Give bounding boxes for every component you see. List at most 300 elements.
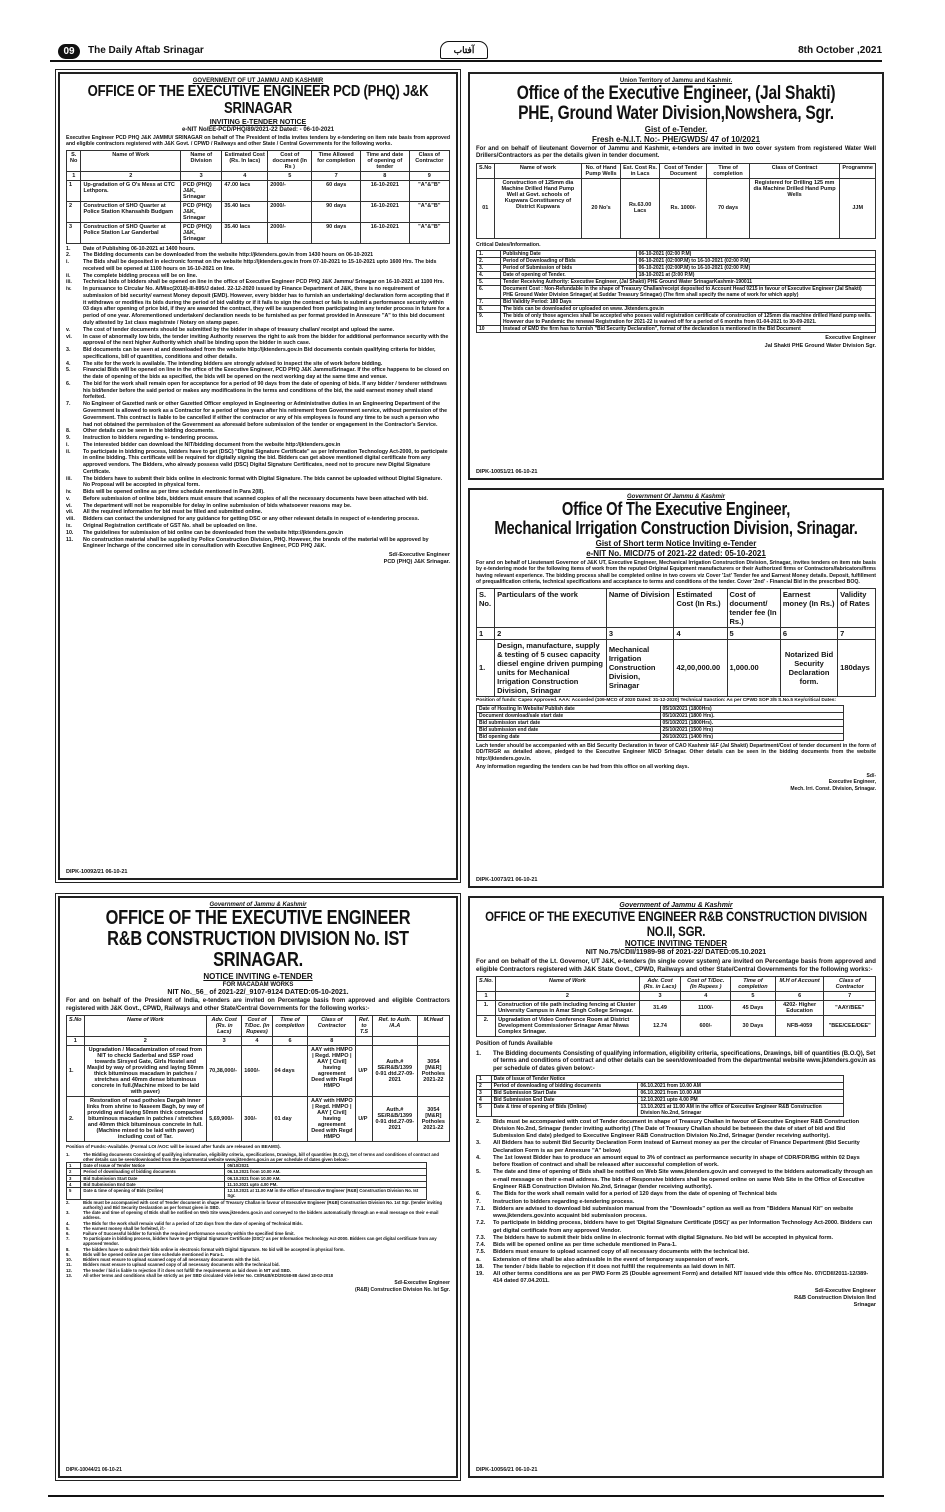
cell: 1100/-	[681, 1001, 731, 1016]
cell: 1	[67, 180, 81, 201]
th: M.Head	[417, 1016, 449, 1037]
cell: 4	[242, 1037, 272, 1046]
issue-date: 8th October ,2021	[798, 45, 882, 56]
cell: 4	[222, 171, 268, 180]
ad1-table	[66, 150, 450, 244]
th: Adv. Cost (Rs. in Lacs)	[207, 1016, 242, 1037]
cell: Construction of tile path including fencing at Cluster University Campus in Amar Singh College Srinagar.	[496, 1001, 640, 1016]
table-row	[477, 719, 844, 726]
cell: 6.	[477, 286, 501, 299]
cond-num: 4.	[476, 1154, 481, 1161]
cell: 12.10.2021 upto 4.00 PM	[638, 1096, 844, 1103]
cell: Bid opening date	[477, 733, 661, 740]
cond-num: 3.	[476, 1140, 481, 1147]
table-header	[67, 150, 450, 171]
cell: 5,69,900/-	[207, 1097, 242, 1142]
cond-text: Instruction to bidders regarding e- tendering process.	[83, 435, 219, 442]
cell: Date & time of opening of Bids (Online)	[81, 1188, 225, 1199]
cond-text: All Bidders has to submit Bid Security Declaration Form instead of Earnest money as per the circular of Finance Department (Bid Security Declaration Form is as per Annexure "A" below)	[493, 1140, 860, 1154]
table-row	[67, 222, 450, 243]
cell: 2.	[67, 1097, 85, 1142]
cond-item	[476, 1235, 876, 1242]
cell: 16-10-2021	[361, 222, 410, 243]
th: S.No	[477, 163, 495, 178]
cell: 3	[67, 1175, 81, 1181]
cond-text: The bid for the work shall remain open for acceptance for a period of 90 days from the date of opening of bids. If any bidder / tenderer withdraws his bid/tender before the said period or makes any modifications in the terms and conditions of the bid, the said earnest money shall stand forfeited.	[83, 380, 447, 401]
cell: Instead of EMD the firm has to furnish "Bid Security Declaration", format of the declaration is mentioned in the Bid Document	[500, 326, 875, 333]
cell: 2	[477, 1082, 492, 1089]
cell: Construction of SHO Quarter at Police Station Lar Ganderbal	[81, 222, 181, 243]
cell: 2000/-	[268, 201, 312, 222]
cond-num: 8.	[66, 428, 71, 435]
cond-text: Bid documents can be seen at and downloaded from the website http://jktenders.gov.in Bid documents contain qualifying criteria for bidder, specifications, bill of quantities, conditions and other details.	[83, 347, 436, 360]
cell: Rs. 1000/-	[660, 178, 707, 238]
cell: 2	[67, 1169, 81, 1175]
cond-item	[66, 1200, 450, 1210]
cell: 1	[477, 627, 495, 639]
cond-item	[66, 516, 450, 523]
cell: 6	[775, 992, 824, 1001]
table-row	[67, 1097, 450, 1142]
cond-text: Bidders must ensure to upload scanned copy of all necessary documents with the technical bid.	[493, 1249, 750, 1256]
cell: 18-10-2021 at (3:00 P.M)	[636, 272, 875, 279]
table-row	[67, 171, 450, 180]
cell: 70,38,000/-	[207, 1046, 242, 1097]
cond-num: 19.	[476, 1271, 484, 1278]
ad5-position: Position of funds Available	[476, 1041, 553, 1048]
ad-pcd-phq	[58, 72, 458, 880]
cell: 05/10/2021	[225, 1163, 427, 1169]
cond-text: The complete bidding process will be on line.	[83, 272, 198, 279]
cond-num: 4.	[66, 1220, 70, 1226]
cond-num: 6.	[66, 1231, 70, 1237]
cell: 25/10/2021 (1500 Hrs)	[660, 726, 844, 733]
cell: Bid Submission End Date	[491, 1096, 638, 1103]
cond-num: 7.	[66, 1236, 70, 1242]
cond-item	[476, 1169, 876, 1191]
cond-num: iii.	[66, 279, 72, 286]
th: Estimated Cost (In Rs.)	[674, 588, 727, 627]
ad5-gov: Government of Jammu & Kashmir	[619, 902, 733, 909]
cell: Document Cost : Non-Refundable in the shape of Treasury Challan/receipt deposited to Account Head 0215 in favour of Executive Engineer (Jal Shakti) PHE Ground Water Division Srinagar( at Suddar Treasury Srinagar) (The firm shall specify the name of work for which apply)	[500, 286, 875, 299]
ad4-table	[66, 1015, 450, 1142]
cond-text: Bids will be opened online as per time schedule mentioned in Para-1.	[83, 1251, 225, 1257]
cell: 90 days	[312, 222, 361, 243]
table-row	[477, 265, 876, 272]
ad3-nit: e-NIT No. MICD/75 of 2021-22 dated: 05-10-2021	[586, 548, 766, 558]
cond-text: The bidders have to submit their bids online in electronic format with Digital Signature. No bid will be accepted in physical form.	[83, 1246, 345, 1252]
cell: 6	[780, 627, 837, 639]
cell: 5	[731, 992, 776, 1001]
cond-text: The tender / bid is liable to rejection if it does not fulfill the requirements as laid down in NIT and SBD.	[83, 1267, 291, 1273]
cond-num: 7.3.	[476, 1234, 486, 1241]
cell: 3	[181, 171, 222, 180]
cond-item	[66, 367, 450, 381]
ad2-signature	[476, 335, 876, 349]
cell: 2000/-	[268, 222, 312, 243]
cond-num: 4.	[66, 360, 71, 367]
ad3-note-2: Any information regarding the tenders can be had from this office on all working days.	[476, 764, 690, 771]
cond-text: All other terms conditions are as per PWD Form 25 (Double agreement Form) and detailed NIT issued vide this office No. 07/CDII/2011-12/389-414 dated 07.04.2011.	[493, 1271, 869, 1285]
cell: Restoration of road potholes Dargah inner links from shrine to Naseem Bagh, by way of providing and laying 50mm thick compacted bituminous macadam in patches / stretches and 40mm thick bituminous concrete in full.(Machine mixed to be laid with paver) including cost of Tar.	[84, 1097, 207, 1142]
ad1-intro: Executive Engineer PCD PHQ J&K JAMMU/ SRINAGAR on behalf of The President of India invites tenders by e-tendering on item rate basis from approved and eligible contractors registered with J&K Govt. / CPWD / Railways and other State / Central Governments for the following works.	[66, 134, 450, 148]
cond-item	[66, 381, 450, 401]
ad2-title-2: PHE, Ground Water Division,Nowshera, Sgr.	[518, 102, 834, 124]
ad5-dates-table	[476, 1075, 844, 1117]
ad2-intro: For and on behalf of lieutenant Governor of Jammu and Kashmir, e-tenders are invited in two cover system from registered Water Well Drillers/Contractors as per the details given in tender document.	[476, 145, 876, 160]
cond-text: The date and time of opening of Bids shall be notified on Web Site www.jktenders.gov.in and conveyed to the bidders automatically through an e-mail message on their e-mail address. The bids of Responsive bidders shall be opened online on same Web Site in the Office of Executive Engineer R&B Construction Division No.2nd, Srinagar (tender receiving authority).	[493, 1169, 873, 1190]
ad3-intro: For and on behalf of Lieutenant Governor of J&K UT, Executive Engineer, Mechanical Irrigation Construction Division, Srinagar, invites tenders on item rate basis by e-tendering mode for the following items of work from the reputed Original Equipment manufacturers or their Authorized firms or Contractors/fabricators/firms having relevant experience. The bidding process shall be completed online in two covers viz Cover '1st' Tender fee and Earnest Money details. Deposit, fulfillment of prequalification criteria, technical specifications and acceptance to terms and conditions of the tender. Cover '2nd' - Financial Bid in the prescribed BOQ.	[476, 559, 876, 586]
table-row	[477, 712, 844, 719]
ad4-subtitle-2: FOR MACADAM WORKS	[222, 982, 294, 988]
table-row	[477, 299, 876, 306]
sig-line: Sd/-Executive Engineer	[388, 552, 450, 559]
cond-item	[66, 489, 450, 496]
th: Cost of T/Doc. (In Rupees )	[681, 977, 731, 992]
cond-num: iii.	[66, 475, 72, 482]
cell: "A"&"B"	[409, 201, 449, 222]
cell: 600/-	[681, 1016, 731, 1037]
th: Class of Contractor	[824, 977, 876, 992]
cell: NFB-4059	[775, 1016, 824, 1037]
th: Particulars of the work	[495, 588, 607, 627]
cell: PCD (PHQ) J&K, Srinagar	[181, 201, 222, 222]
cond-item	[66, 476, 450, 490]
cell: 11.10.2021 upto 4.00 PM.	[225, 1181, 427, 1187]
cell: 06.10.2021 from 10.00 AM.	[225, 1169, 427, 1175]
cond-num: 2.	[66, 252, 71, 259]
cond-item	[66, 1152, 450, 1162]
cell	[372, 1037, 417, 1046]
table-row	[477, 733, 844, 740]
table-row	[477, 286, 876, 299]
cell: Auth.# SE/R&B/1399 0-91 dtd.27-09-2021	[372, 1046, 417, 1097]
cond-num: 5.	[476, 1169, 481, 1176]
cell: Tender Receiving Authority: Executive Engineer, (Jal Shakti) PHE Ground Water SrinagarKashmir-190011	[500, 279, 875, 286]
sig-line: Jal Shakti PHE Ground Water Division Sgr.	[764, 342, 876, 349]
cond-item	[66, 442, 450, 449]
cell: 06-10-2021 (02:00P.M) to 16-10-2021 (02:00 P.M)	[636, 265, 875, 272]
cell: 5	[268, 171, 312, 180]
newspaper-logo: آفتاب	[440, 41, 488, 59]
cond-item	[66, 503, 450, 510]
cond-item	[66, 435, 450, 442]
cond-num: 9.	[66, 1251, 70, 1257]
ad3-title-2: Mechanical Irrigation Construction Division, Srinagar.	[494, 517, 858, 538]
cell: 70 days	[707, 178, 749, 238]
cell: 2	[84, 1037, 207, 1046]
table-row	[477, 313, 876, 326]
cell: 3	[207, 1037, 242, 1046]
table-row	[477, 279, 876, 286]
ad3-title-1: Office Of The Executive Engineer,	[561, 499, 791, 519]
ad-phe-ground-water	[468, 72, 884, 480]
table-row	[477, 705, 844, 712]
ad1-gov: GOVERNMENT OF UT JAMMU AND KASHMIR	[192, 78, 324, 84]
cell: 2.	[477, 1016, 496, 1037]
cell: 45 Days	[731, 1001, 776, 1016]
table-header	[477, 588, 876, 627]
cell: 5.	[477, 279, 501, 286]
cell: Bid Submission Start Date	[491, 1089, 638, 1096]
th: Name of Work	[84, 1016, 207, 1037]
cell: Construction of SHO Quarter at Police Station Khansahib Budgam	[81, 201, 181, 222]
cond-text: Bidders must ensure to upload scanned copy of all necessary documents with the technical bid.	[83, 1262, 280, 1268]
ad3-signature	[476, 773, 876, 793]
ad5-title: OFFICE OF THE EXECUTIVE ENGINEER R&B CONSTRUCTION DIVISION NO.II, SGR.	[485, 908, 867, 939]
cond-num: 3.	[66, 347, 71, 354]
cell: Date of Issue of Tender Notice	[81, 1163, 225, 1169]
ad1-conditions	[66, 246, 450, 550]
page-number: 09	[58, 44, 80, 59]
cond-item	[476, 1271, 876, 1286]
cond-item	[476, 1119, 876, 1141]
cond-num: 1.	[66, 245, 71, 252]
sig-line: R&B Construction Division IInd	[794, 1294, 876, 1301]
cond-item	[66, 537, 450, 551]
cond-text: Bids must be accompanied with cost of Tender document in shape of Treasury Challan in favour of Executive Engineer R&B Construction Division No.2nd, Srinagar (tender inviting authority) (The Date of Treasury Challan should be between the date of start of bid and Bid Submission End date) pledged to Executive Engineer R&B Construction Division No.2nd, Srinagar (tender receiving authority).	[493, 1118, 860, 1140]
th: Est. Cost Rs. in Lacs	[620, 163, 660, 178]
cell: AAY with HMPO | Regd. HMPO | AAY [ Civil] having agreement Deed with Regd HMPO	[308, 1097, 356, 1142]
cell: Upgradation / Macadamization of road from NIT to checki Saderbal and SSP road towards Sirsyed Gate, Girls Hostel and Masjid by way of providing and laying 50mm thick bituminous macadam in patches / stretches and 40mm dense bituminous concrete in full.(Machine mixed to be laid with paver)	[84, 1046, 207, 1097]
cond-num: 7.5.	[476, 1249, 486, 1256]
cell: Period of Submission of bids	[500, 265, 636, 272]
ad4-title-2: R&B CONSTRUCTION DIVISION No. IST SRINAGAR.	[107, 928, 409, 971]
ad2-dipk: DIPK-10051/21 06-10-21	[476, 469, 538, 475]
cell: Rs.63.00 Lacs	[620, 178, 660, 238]
cond-text: To participate in bidding process, bidders have to get 'Digital Signature Certificate (DSC)' as per Information Technology Act-2000. Bidders can get digital certificate from any approved Vendor.	[493, 1220, 873, 1234]
cell: Bid Submission End Date	[81, 1181, 225, 1187]
cell: Date & time of opening of Bids (Online)	[491, 1103, 638, 1116]
cond-item	[476, 1191, 876, 1198]
cell: 2	[67, 201, 81, 222]
table-row	[477, 639, 876, 696]
cond-item	[476, 1199, 876, 1206]
cell: Date of Hosting In Website/ Publish date	[477, 705, 661, 712]
cond-text: The department will not be responsible for delay in online submission of bids whatsoever reasons may be.	[83, 502, 352, 509]
cond-text: The date and time of opening of Bids shall be notified on Web Site www.jktenders.gov.in and conveyed to the bidders automatically through an e-mail message on their e-mail address.	[83, 1210, 439, 1221]
th: Time Allowed for completion	[312, 150, 361, 171]
cond-num: 7.1.	[476, 1205, 486, 1212]
th: Cost of document/ tender fee (In Rs.)	[727, 588, 780, 627]
cell: 7	[838, 627, 876, 639]
cond-num: vi.	[66, 333, 72, 340]
cell: Design, manufacture, supply & testing of 5 cusec capacity diesel engine driven pumping units for Mechanical Irrigation Construction Division, Srinagar	[495, 639, 607, 696]
table-row	[67, 1188, 427, 1199]
cell: PCD (PHQ) J&K, Srinagar	[181, 180, 222, 201]
cell: 06-10-2021 (02:00P.M) to 16-10-2021 (02:00 P.M)	[636, 258, 875, 265]
ad3-table	[476, 588, 876, 697]
cond-text: Other details can be seen in the bidding documents.	[83, 428, 215, 435]
cell: 35.40 lacs	[222, 222, 268, 243]
cell: 8	[361, 171, 410, 180]
cond-text: The Bids for the work shall remain valid for a period of 120 days from the date of opening of Technical bids	[493, 1191, 777, 1198]
cell: Bid submission start date	[477, 719, 661, 726]
ad5-subtitle: NOTICE INVITING TENDER	[624, 939, 728, 949]
ad1-title: OFFICE OF THE EXECUTIVE ENGINEER PCD (PHQ) J&K SRINAGAR	[87, 83, 429, 117]
cell: Upgradation of Video Conference Room at District Development Commissioner Srinagar Amar Niwas Complex Srinagar.	[496, 1016, 640, 1037]
th: Class of Contract	[749, 163, 840, 178]
ad-rb-division-2	[468, 896, 884, 1478]
cond-item	[66, 252, 450, 259]
cell: 05/10/2021 (1800Hrs)	[660, 705, 844, 712]
ad2-title-1: Office of the Executive Engineer, (Jal Shakti)	[516, 83, 836, 104]
cell: 3	[67, 222, 81, 243]
cell: 8	[308, 1037, 356, 1046]
cond-text: Bids will be opened online as per time schedule mentioned in Para 2(III).	[83, 489, 265, 496]
ad5-table	[476, 976, 876, 1037]
ad4-intro: For and on behalf of the President of India, e-tenders are invited on Percentage basis from approved and eligible Contractors registered with J&K Govt., CPWD, Railways and other State/Central Governments for the following works:-	[66, 998, 450, 1012]
th: Programme	[840, 163, 876, 178]
table-header	[477, 163, 876, 178]
cond-text: No construction material shall be supplied by Police Construction Division, PHQ. However, the brands of the material will be approved by Engineer Incharge of the concerned site in consultation with Executive Engineer, PCD PHQ J&K.	[83, 536, 429, 550]
cell: 5	[477, 1103, 492, 1116]
cond-num: 10.	[66, 529, 74, 536]
table-row	[477, 1096, 844, 1103]
cell: 05/10/2021 (1800Hrs).	[660, 719, 844, 726]
sig-line: Sd/-	[866, 772, 876, 779]
table-row	[477, 178, 876, 238]
cell: 01	[477, 178, 495, 238]
cond-num: 1.	[66, 1151, 70, 1157]
cond-num: 6.	[66, 380, 71, 387]
cond-num: 9.	[66, 435, 71, 442]
cell: 3	[606, 627, 674, 639]
table-row	[477, 1089, 844, 1096]
ad4-gov: Government of Jammu & Kashmir	[209, 902, 307, 908]
table-row	[477, 726, 844, 733]
cond-text: The tender / bids liable to rejection if it does not fulfill the requirements as laid down in NIT.	[493, 1263, 736, 1270]
cell: Bid submission end date	[477, 726, 661, 733]
cell: Notarized Bid Security Declaration form.	[780, 639, 837, 696]
ad1-subtitle: INVITING E-TENDER NOTICE	[209, 118, 307, 126]
cell: 1	[67, 1037, 85, 1046]
cell: Period of Downloading of Bids	[500, 258, 636, 265]
cell: "AAY/BEE"	[824, 1001, 876, 1016]
th: Validity of Rates	[838, 588, 876, 627]
cond-text: Date of Publishing 06-10-2021 at 1400 hours.	[83, 245, 196, 252]
th: Cost of T/Doc. (in Rupees)	[242, 1016, 272, 1037]
ad2-critical-table	[476, 250, 876, 333]
cond-text: Instruction to bidders regarding e-tendering process.	[493, 1198, 635, 1205]
th: S. No.	[477, 588, 495, 627]
cell: 4	[674, 627, 727, 639]
cond-item	[66, 496, 450, 503]
page-header	[50, 44, 882, 62]
cond-text: The Bidding documents can be downloaded from the website http://jktenders.gov.in from 1430 hours on 06-10-2021	[83, 252, 374, 259]
cell: 4202- Higher Education	[775, 1001, 824, 1016]
cell: 2	[81, 171, 181, 180]
cond-num: i.	[66, 441, 69, 448]
cell: 2.	[477, 258, 501, 265]
cell: 3054 [M&R] Potholes 2021-22	[417, 1097, 449, 1142]
cond-num: 1.	[476, 1050, 482, 1057]
cell: Publishing Date	[500, 251, 636, 258]
cond-text: Technical bids of bidders shall be opened on line in the office of Executive Engineer PCD PHQ J&K Jammu/ Srinagar on 16-10-2021 at 1100 Hrs.	[83, 279, 445, 286]
cell: 3054 [M&R] Potholes 2021-22	[417, 1046, 449, 1097]
cond-item	[66, 334, 450, 348]
cell: 42,00,000.00	[674, 639, 727, 696]
ad3-position: Position of funds: Capex Approved. AAA: Accorded (109-MCO of 2020 Dated: 31-12-2020) Technical Sanction: As per CPWD SOP 3/5 S.No.5 Key/critical Dates:	[476, 697, 837, 703]
th: Name of Division	[606, 588, 674, 627]
table-row	[477, 1016, 876, 1037]
ad5-intro: For and on behalf of the Lt. Governor, UT J&K, e-tenders (In single cover system) are invited on Percentage basis from approved and eligible Contractors registered with J&K State Govt., CPWD, Railways and other State/Central Governments for the following works:-	[476, 958, 876, 974]
cell: Document download/sale start date	[477, 712, 661, 719]
cell: 1,000.00	[727, 639, 780, 696]
cond-text: The Bids for the work shall remain valid for a period of 120 days from the date of opening of Technical Bids.	[83, 1220, 303, 1226]
ad3-subtitle: Gist of Short term Notice Inviting e-Tender	[595, 538, 757, 548]
table-row	[477, 326, 876, 333]
ad5-dipk: DIPK-10056/21 06-10-21	[476, 1467, 538, 1473]
table-header	[477, 977, 876, 992]
cond-item	[66, 286, 450, 327]
cell	[356, 1037, 373, 1046]
sig-line: Executive Engineer	[825, 335, 876, 342]
cond-item	[66, 449, 450, 476]
cell: 6	[272, 1037, 308, 1046]
cell: 30 Days	[731, 1016, 776, 1037]
cond-text: Bids must be accompanied with cost of Tender document in shape of Treasury Challan in favour of Executive Engineer (R&B) Construction Division No. 1st Sgr. (tender inviting authority) and Bid Security Declaration as per format given in SBD.	[83, 1199, 443, 1210]
ad4-title-1: OFFICE OF THE EXECUTIVE ENGINEER	[105, 907, 411, 929]
table-row	[477, 1075, 844, 1082]
cell: 10	[477, 326, 501, 333]
cell: 1.	[477, 1001, 496, 1016]
cond-text: The earnest money shall be forfeited, if:-	[83, 1225, 166, 1231]
cond-item	[476, 1249, 876, 1256]
cell: Bid Submission Start Date	[81, 1175, 225, 1181]
cell: Date of opening of Tender.	[500, 272, 636, 279]
cond-num: 11.	[66, 536, 74, 543]
cond-text: Bidders can contact the undersigned for any guidance for getting DSC or any other relevant details in respect of e-tendering process.	[83, 516, 420, 523]
ad3-dipk: DIPK-10073/21 06-10-21	[476, 877, 538, 883]
cond-text: Bidders must ensure to upload scanned copy of all necessary documents with the bid.	[83, 1257, 260, 1263]
cond-text: To participate in bidding process, bidders have to get 'Digital Signature Certificate (DSC)' as per Information Technology Act-2000. Bidders can get digital certificate from any approved Vendor.	[83, 1236, 437, 1247]
cell: Mechanical Irrigation Construction Division, Srinagar	[606, 639, 674, 696]
cond-item	[66, 530, 450, 537]
table-header	[67, 1016, 450, 1037]
cell: 4.	[477, 272, 501, 279]
ad1-nit: e-NIT No/EE-PCD/PHQ/89/2021-22 Dated: - 06-10-2021	[181, 126, 335, 133]
ad3-gov: Government Of Jammu & Kashmir	[626, 494, 726, 500]
th: Class of Contractor	[308, 1016, 356, 1037]
table-row	[477, 258, 876, 265]
ad-rb-division-1	[58, 896, 458, 1478]
cond-num: 10.	[66, 1257, 72, 1263]
cell: 3	[639, 992, 681, 1001]
ad5-signature	[476, 1288, 876, 1309]
th: Name of Division	[181, 150, 222, 171]
cond-text: All other terms and conditions shall be strictly as per SBD circulated vide letter No. CE/R&B/KD/29158-88 dated 18-02-2018	[83, 1272, 334, 1278]
cell: 2	[496, 992, 640, 1001]
cell: 5	[67, 1188, 81, 1199]
cond-text: The site for the work is available. The intending bidders are strongly advised to inspect the site of work before bidding.	[83, 360, 383, 367]
cell: 13.10.2021 at 11.00 AM in the office of Executive Engineer R&B Construction Division No.2nd, Srinagar	[638, 1103, 844, 1116]
cond-num: 7.	[66, 401, 71, 408]
ad1-signature	[66, 552, 450, 566]
th: Time of completion	[731, 977, 776, 992]
th: S.No.	[477, 977, 496, 992]
table-row	[477, 627, 876, 639]
cell: 16-10-2021	[361, 201, 410, 222]
cell: 20 No's	[582, 178, 621, 238]
ad4-signature	[66, 1280, 450, 1293]
cell: 06-10-2021 (02:00 P.M)	[636, 251, 875, 258]
cond-text: Bidders are advised to download bid submission manual from the "Downloads" option as well as from "Bidders Manual Kit" on website www.jktenders.gov.into acquaint bid submission process.	[493, 1205, 854, 1220]
th: Ref. to T.S	[356, 1016, 373, 1037]
cond-num: 7.	[476, 1198, 481, 1205]
cond-num: 3.	[66, 1210, 70, 1216]
cell: 2	[495, 627, 607, 639]
